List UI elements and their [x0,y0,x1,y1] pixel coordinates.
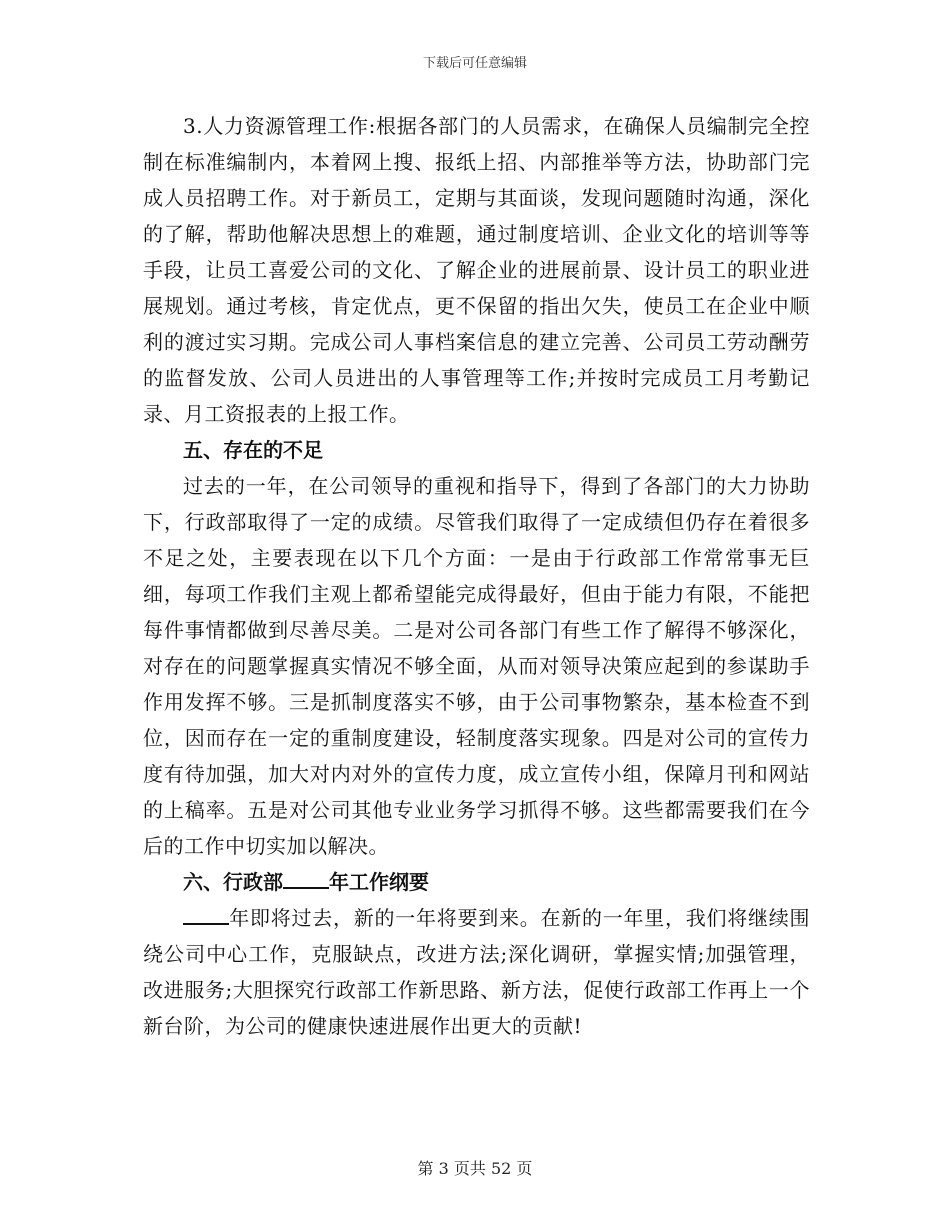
paragraph-work-plan-text: 年即将过去，新的一年将要到来。在新的一年里，我们将继续围绕公司中心工作，克服缺点，改进方法;深化调研，掌握实情;加强管理，改进服务;大胆探究行政部工作新思路、新方法，促使行政部工作再上一个新台阶，为公司的健康快速进展作出更大的贡献! [143,906,810,1038]
paragraph-shortcomings: 过去的一年，在公司领导的重视和指导下，得到了各部门的大力协助下，行政部取得了一定的成绩。尽管我们取得了一定成绩但仍存在着很多不足之处，主要表现在以下几个方面：一是由于行政部工作常常事无巨细，每项工作我们主观上都希望能完成得最好，但由于能力有限，不能把每件事情都做到尽善尽美。二是对公司各部门有些工作了解得不够深化，对存在的问题掌握真实情况不够全面，从而对领导决策应起到的参谋助手作用发挥不够。三是抓制度落实不够，由于公司事物繁杂，基本检查不到位，因而存在一定的重制度建设，轻制度落实现象。四是对公司的宣传力度有待加强，加大对内对外的宣传力度，成立宣传小组，保障月刊和网站的上稿率。五是对公司其他专业业务学习抓得不够。这些都需要我们在今后的工作中切实加以解决。 [143,474,810,858]
section-heading-work-plan [143,864,810,900]
page-number: 第 3 页共 52 页 [417,1159,533,1178]
document-body [143,108,810,1044]
heading-work-plan-part2: 年工作纲要 [329,870,429,894]
year-blank-line [183,905,229,925]
paragraph-hr-management: 3.人力资源管理工作:根据各部门的人员需求，在确保人员编制完全控制在标准编制内，本着网上搜、报纸上招、内部推举等方法，协助部门完成人员招聘工作。对于新员工，定期与其面谈，发现问题随时沟通，深化的了解，帮助他解决思想上的难题，通过制度培训、企业文化的培训等等手段，让员工喜爱公司的文化、了解企业的进展前景、设计员工的职业进展规划。通过考核，肯定优点，更不保留的指出欠失，使员工在企业中顺利的渡过实习期。完成公司人事档案信息的建立完善、公司员工劳动酬劳的监督发放、公司人员进出的人事管理等工作;并按时完成员工月考勤记录、月工资报表的上报工作。 [143,114,810,426]
heading-work-plan-part1: 六、行政部 [183,870,283,894]
header-note: 下载后可任意编辑 [422,56,527,71]
year-blank-line [283,869,329,889]
paragraph-work-plan [143,900,810,1044]
section-heading-shortcomings: 五、存在的不足 [183,438,323,462]
